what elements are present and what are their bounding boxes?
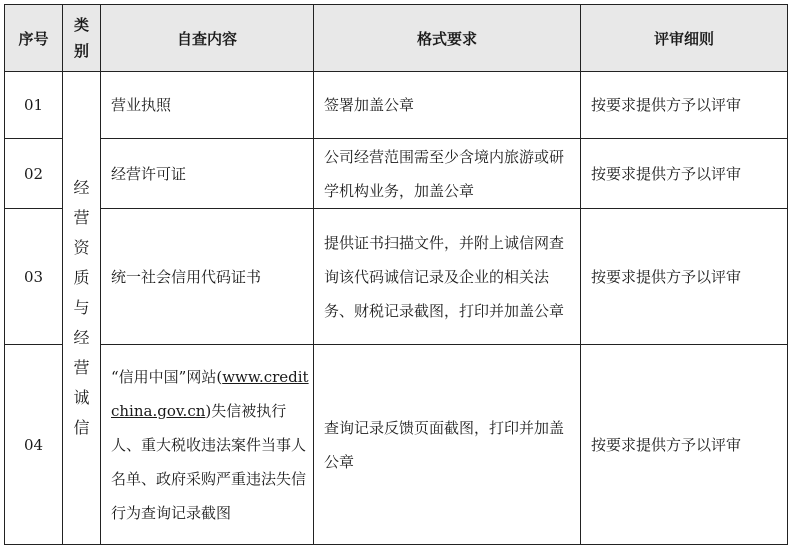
row-seq: 04 — [5, 345, 63, 545]
table-row — [5, 209, 788, 345]
row-review: 按要求提供方予以评审 — [581, 72, 788, 139]
row-content: 统一社会信用代码证书 — [101, 209, 314, 345]
row-format: 提供证书扫描文件，并附上诚信网查询该代码诚信记录及企业的相关法务、财税记录截图，打印并加盖公章 — [314, 209, 581, 345]
row-format: 公司经营范围需至少含境内旅游或研学机构业务，加盖公章 — [314, 139, 581, 209]
creditchina-link[interactable]: www.creditchina.gov.cn — [111, 367, 309, 420]
content-suffix: )失信被执行人、重大税收违法案件当事人名单、政府采购严重违法失信行为查询记录截图 — [111, 401, 307, 522]
header-seq: 序号 — [5, 5, 63, 72]
row-review: 按要求提供方予以评审 — [581, 209, 788, 345]
header-content: 自查内容 — [101, 5, 314, 72]
category-char: 营 — [73, 208, 90, 227]
category-cell — [63, 72, 101, 545]
header-format: 格式要求 — [314, 5, 581, 72]
header-row — [5, 5, 788, 72]
category-char: 质 — [73, 268, 90, 287]
row-review: 按要求提供方予以评审 — [581, 139, 788, 209]
row-seq: 02 — [5, 139, 63, 209]
row-format: 签署加盖公章 — [314, 72, 581, 139]
category-char: 经 — [73, 328, 90, 347]
category-char: 营 — [73, 358, 90, 377]
content-prefix: “信用中国”网站( — [111, 367, 223, 386]
category-char: 资 — [73, 238, 90, 257]
category-char: 与 — [73, 298, 90, 317]
row-content: 营业执照 — [101, 72, 314, 139]
table-row — [5, 345, 788, 545]
category-char: 信 — [73, 418, 90, 437]
table-row — [5, 139, 788, 209]
category-char: 经 — [73, 178, 90, 197]
header-review: 评审细则 — [581, 5, 788, 72]
self-check-table — [4, 4, 788, 545]
header-category-char: 别 — [73, 42, 89, 60]
table-row — [5, 72, 788, 139]
category-char: 诚 — [73, 388, 90, 407]
row-seq: 01 — [5, 72, 63, 139]
header-category-char: 类 — [73, 16, 89, 34]
row-seq: 03 — [5, 209, 63, 345]
row-format: 查询记录反馈页面截图，打印并加盖公章 — [314, 345, 581, 545]
row-review: 按要求提供方予以评审 — [581, 345, 788, 545]
row-content — [101, 345, 314, 545]
row-content: 经营许可证 — [101, 139, 314, 209]
header-category — [63, 5, 101, 72]
